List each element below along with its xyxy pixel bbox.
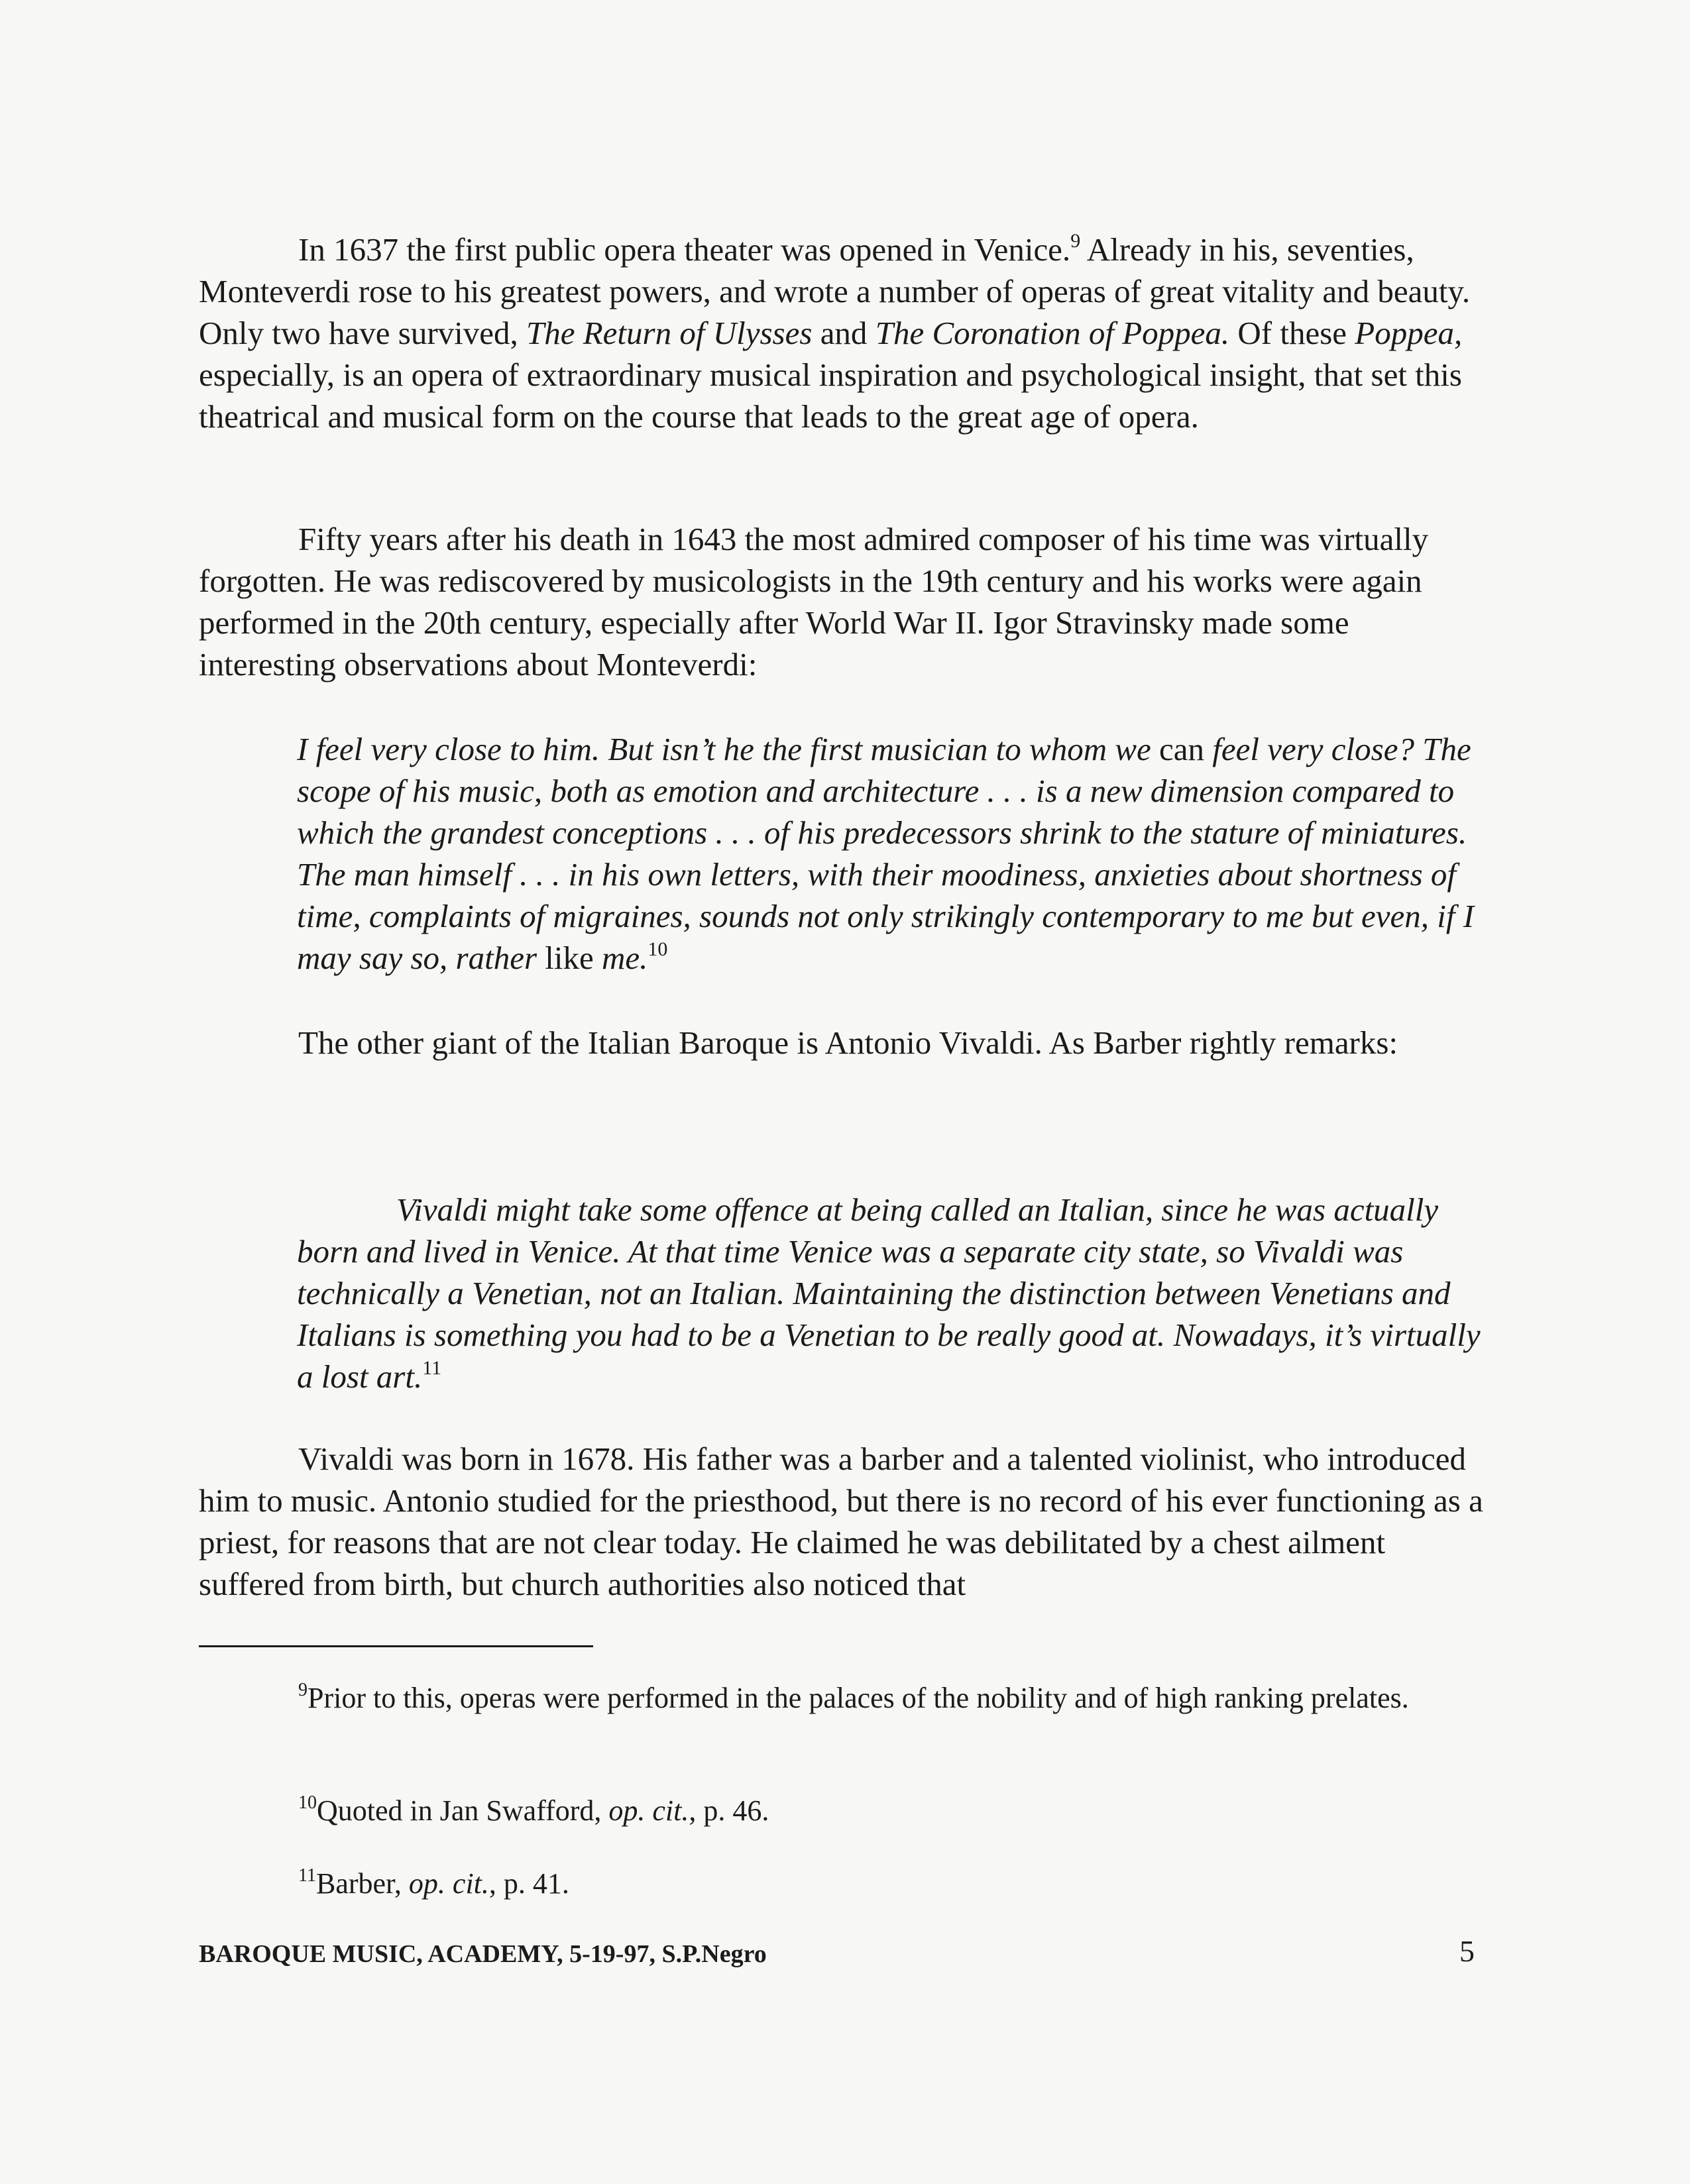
text-run: Of these (1229, 315, 1355, 351)
footnote-number: 10 (298, 1792, 317, 1813)
quote-text: me. (593, 940, 648, 976)
footnote-11 (199, 1864, 1491, 1904)
opera-title: The Coronation of Poppea. (875, 315, 1230, 351)
footnote-text: Prior to this, operas were performed in the palaces of the nobility and of high ranking prelates. (308, 1682, 1409, 1714)
footnote-text: Quoted in Jan Swafford, (317, 1794, 609, 1827)
text-run: Vivaldi was born in 1678. His father was a barber and a talented violinist, who introduced him to music. Antonio studied for the priesthood, but there is no record of his ever functioning as a priest, for reasons that are not clear today. He claimed he was debilitated by a chest ailment suffered from birth, but church authorities also noticed that (199, 1441, 1483, 1602)
footnote-indent (199, 1867, 298, 1900)
blockquote-barber (297, 1189, 1490, 1397)
footnote-ref-10: 10 (648, 938, 668, 960)
paragraph-monteverdi-forgotten (199, 518, 1491, 685)
footnote-number: 11 (298, 1865, 316, 1886)
footnote-citation: op. cit. (408, 1867, 489, 1900)
text-run: The other giant of the Italian Baroque is Antonio Vivaldi. As Barber rightly remarks: (298, 1024, 1398, 1061)
footnote-citation: op. cit. (608, 1794, 689, 1827)
quote-text: Vivaldi might take some offence at being called an Italian, since he was actually born and lived in Venice. At that time Venice was a separate city state, so Vivaldi was technically a Venetian, not an Italian. Maintaining the distinction between Venetians and Italians is something you had to be a Venetian to be really good at. Nowadays, it’s virtually a lost art. (297, 1191, 1481, 1395)
footnote-indent (199, 1794, 298, 1827)
quote-text: I feel very close to him. But isn’t he the first musician to whom we (297, 731, 1160, 767)
footnote-separator (199, 1645, 593, 1647)
footnote-ref-9: 9 (1070, 230, 1081, 252)
opera-title: The Return of Ulysses (526, 315, 813, 351)
blockquote-stravinsky (297, 728, 1490, 979)
text-run: and (812, 315, 875, 351)
footnote-9 (199, 1678, 1491, 1718)
text-run: Fifty years after his death in 1643 the most admired composer of his time was virtually forgotten. He was rediscovered by musicologists in the 19th century and his works were again performed in the 20th century, especially after World War II. Igor Stravinsky made some interesting observations about Monteverdi: (199, 521, 1429, 682)
footnote-text: Barber, (315, 1867, 409, 1900)
footnote-indent (199, 1682, 298, 1714)
footnote-number: 9 (298, 1680, 308, 1700)
footnote-text: , p. 46. (689, 1794, 769, 1827)
page-number: 5 (1459, 1934, 1475, 1968)
paragraph-indent (199, 521, 298, 557)
opera-title: Poppea, (1355, 315, 1463, 351)
footnote-ref-11: 11 (422, 1357, 442, 1379)
text-run: In 1637 the first public opera theater was opened in Venice. (298, 231, 1071, 268)
paragraph-vivaldi-intro (199, 1022, 1491, 1064)
quote-text-roman: like (545, 940, 594, 976)
footnote-10 (199, 1791, 1491, 1831)
footnote-text: , p. 41. (488, 1867, 569, 1900)
paragraph-indent (199, 1441, 298, 1477)
paragraph-indent (199, 231, 298, 268)
quote-indent (297, 1191, 396, 1228)
quote-text-roman: can (1159, 731, 1205, 767)
paragraph-indent (199, 1024, 298, 1061)
text-run: especially, is an opera of extraordinary musical inspiration and psychological insight, that set this theatrical and musical form on the course that leads to the great age of opera. (199, 356, 1462, 435)
text-run: Already in his, seventies, Monteverdi rose to his greatest powers, and wrote a number of operas of great vitality and beauty. Only two have survived, (199, 231, 1471, 351)
page-footer-label: BAROQUE MUSIC, ACADEMY, 5-19-97, S.P.Negro (199, 1940, 767, 1968)
quote-text: feel very close? The scope of his music, both as emotion and architecture . . . is a new dimension compared to which the grandest conceptions . . . of his predecessors shrink to the stature of miniatures. The man himself . . . in his own letters, with their moodiness, anxieties about shortness of time, complaints of migraines, sounds not only strikingly contemporary to me but even, if I may say so, rather (297, 731, 1475, 976)
paragraph-opera-venice (199, 229, 1491, 437)
paragraph-vivaldi-biography (199, 1438, 1491, 1605)
